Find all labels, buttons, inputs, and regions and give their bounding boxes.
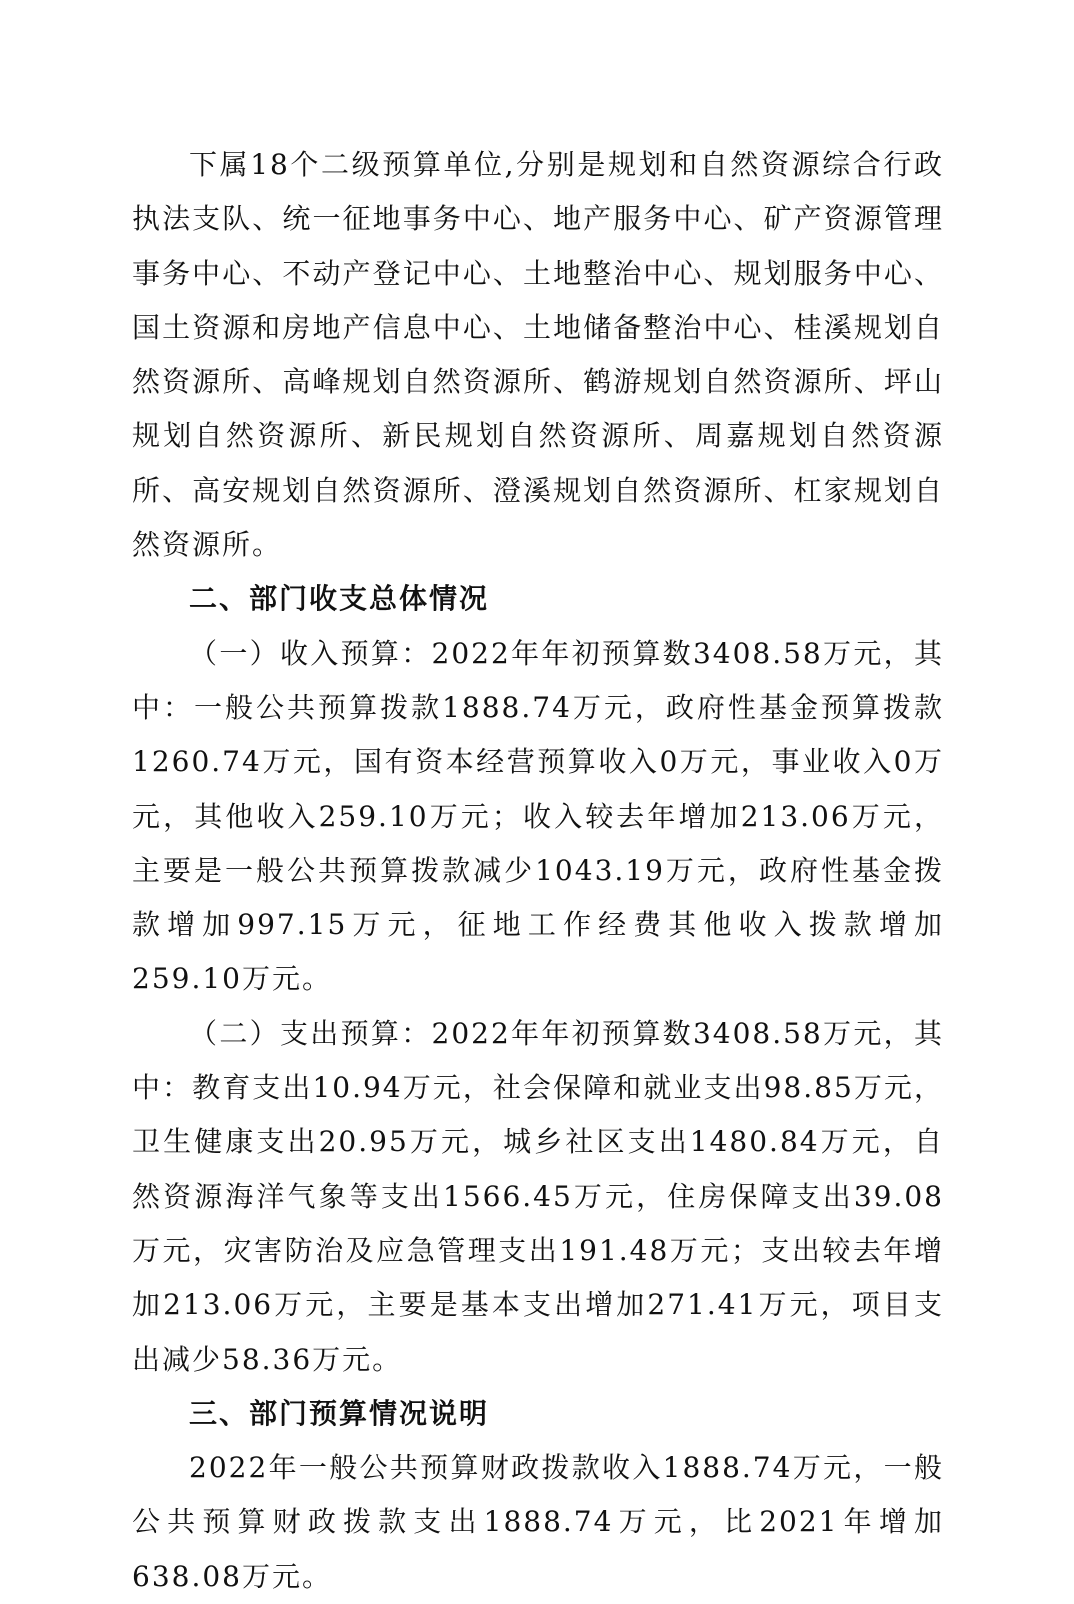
paragraph-subordinate-units: 下属18个二级预算单位,分别是规划和自然资源综合行政执法支队、统一征地事务中心、地产服务中心、矿产资源管理事务中心、不动产登记中心、土地整治中心、规划服务中心、国土资源和房地产信息中心、土地储备整治中心、桂溪规划自然资源所、高峰规划自然资源所、鹤游规划自然资源所、坪山规划自然资源所、新民规划自然资源所、周嘉规划自然资源所、高安规划自然资源所、澄溪规划自然资源所、杠家规划自然资源所。 — [132, 148, 944, 562]
section-heading-overall-budget: 二、部门收支总体情况 — [189, 582, 490, 616]
section-heading-budget-explanation: 三、部门预算情况说明 — [189, 1396, 490, 1430]
paragraph-income-budget: （一）收入预算：2022年年初预算数3408.58万元，其中：一般公共预算拨款1888.74万元，政府性基金预算拨款1260.74万元，国有资本经营预算收入0万元，事业收入0万元，其他收入259.10万元；收入较去年增加213.06万元，主要是一般公共预算拨款减少1043.19万元，政府性基金拨款增加997.15万元，征地工作经费其他收入拨款增加259.10万元。 — [132, 636, 944, 996]
document-body — [132, 138, 944, 1604]
paragraph-expense-budget: （二）支出预算：2022年年初预算数3408.58万元，其中：教育支出10.94万元，社会保障和就业支出98.85万元，卫生健康支出20.95万元，城乡社区支出1480.84万元，自然资源海洋气象等支出1566.45万元，住房保障支出39.08万元，灾害防治及应急管理支出191.48万元；支出较去年增加213.06万元，主要是基本支出增加271.41万元，项目支出减少58.36万元。 — [132, 1016, 944, 1376]
paragraph-general-budget: 2022年一般公共预算财政拨款收入1888.74万元，一般公共预算财政拨款支出1888.74万元，比2021年增加638.08万元。 — [132, 1451, 944, 1593]
